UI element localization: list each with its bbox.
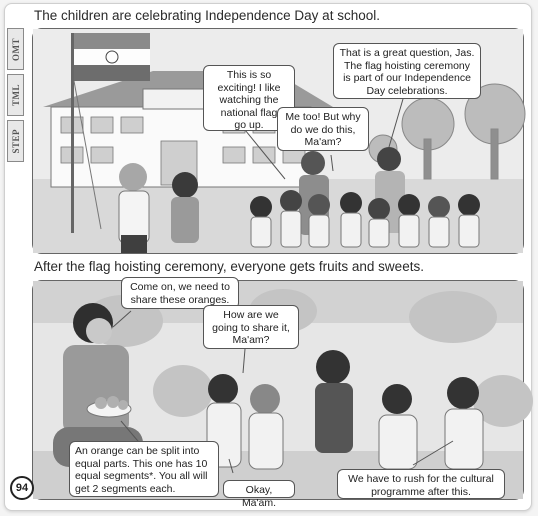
side-tab-omt[interactable] [7,28,24,70]
panel2-caption: After the flag hoisting ceremony, everyone gets fruits and sweets. [34,259,424,274]
speech-bubble-share-oranges: Come on, we need to share these oranges. [121,277,239,309]
side-tab-omt-label: OMT [10,37,21,61]
speech-bubble-okay: Okay, Ma'am. [223,480,295,498]
speech-bubble-how-share: How are we going to share it, Ma'am? [203,305,299,349]
side-tab-step-label: STEP [10,128,21,154]
side-tab-tml-label: TML [10,83,21,106]
speech-bubble-great-question: That is a great question, Jas. The flag hoisting ceremony is part of our Independence Day celebrations. [333,43,481,99]
laughing-girl [445,377,483,469]
illustration-panel-sharing-oranges [32,280,524,509]
page-number: 94 [10,476,34,500]
boy-with-turban [249,384,283,469]
flag-pole [71,33,74,233]
panel1-caption: The children are celebrating Independence Day at school. [34,8,380,23]
national-flag [74,33,150,81]
boy-back-figure [171,172,199,243]
side-tab-tml[interactable] [7,74,24,116]
speech-bubble-orange-split: An orange can be split into equal parts. This one has 10 equal segments*. You all will get 2 segments each. [69,441,219,497]
illustration-panel-flag-hoisting [32,28,524,254]
speech-bubble-why: Me too! But why do we do this, Ma'am? [277,107,369,151]
side-tab-step[interactable] [7,120,24,162]
speech-bubble-excited: This is so exciting! I like watching the national flag go up. [203,65,295,131]
laughing-boy [379,384,417,469]
side-tabs [7,28,27,162]
speech-bubble-rush: We have to rush for the cultural programme after this. [337,469,505,499]
man-figure [119,163,149,253]
girl-with-glasses [315,350,353,453]
